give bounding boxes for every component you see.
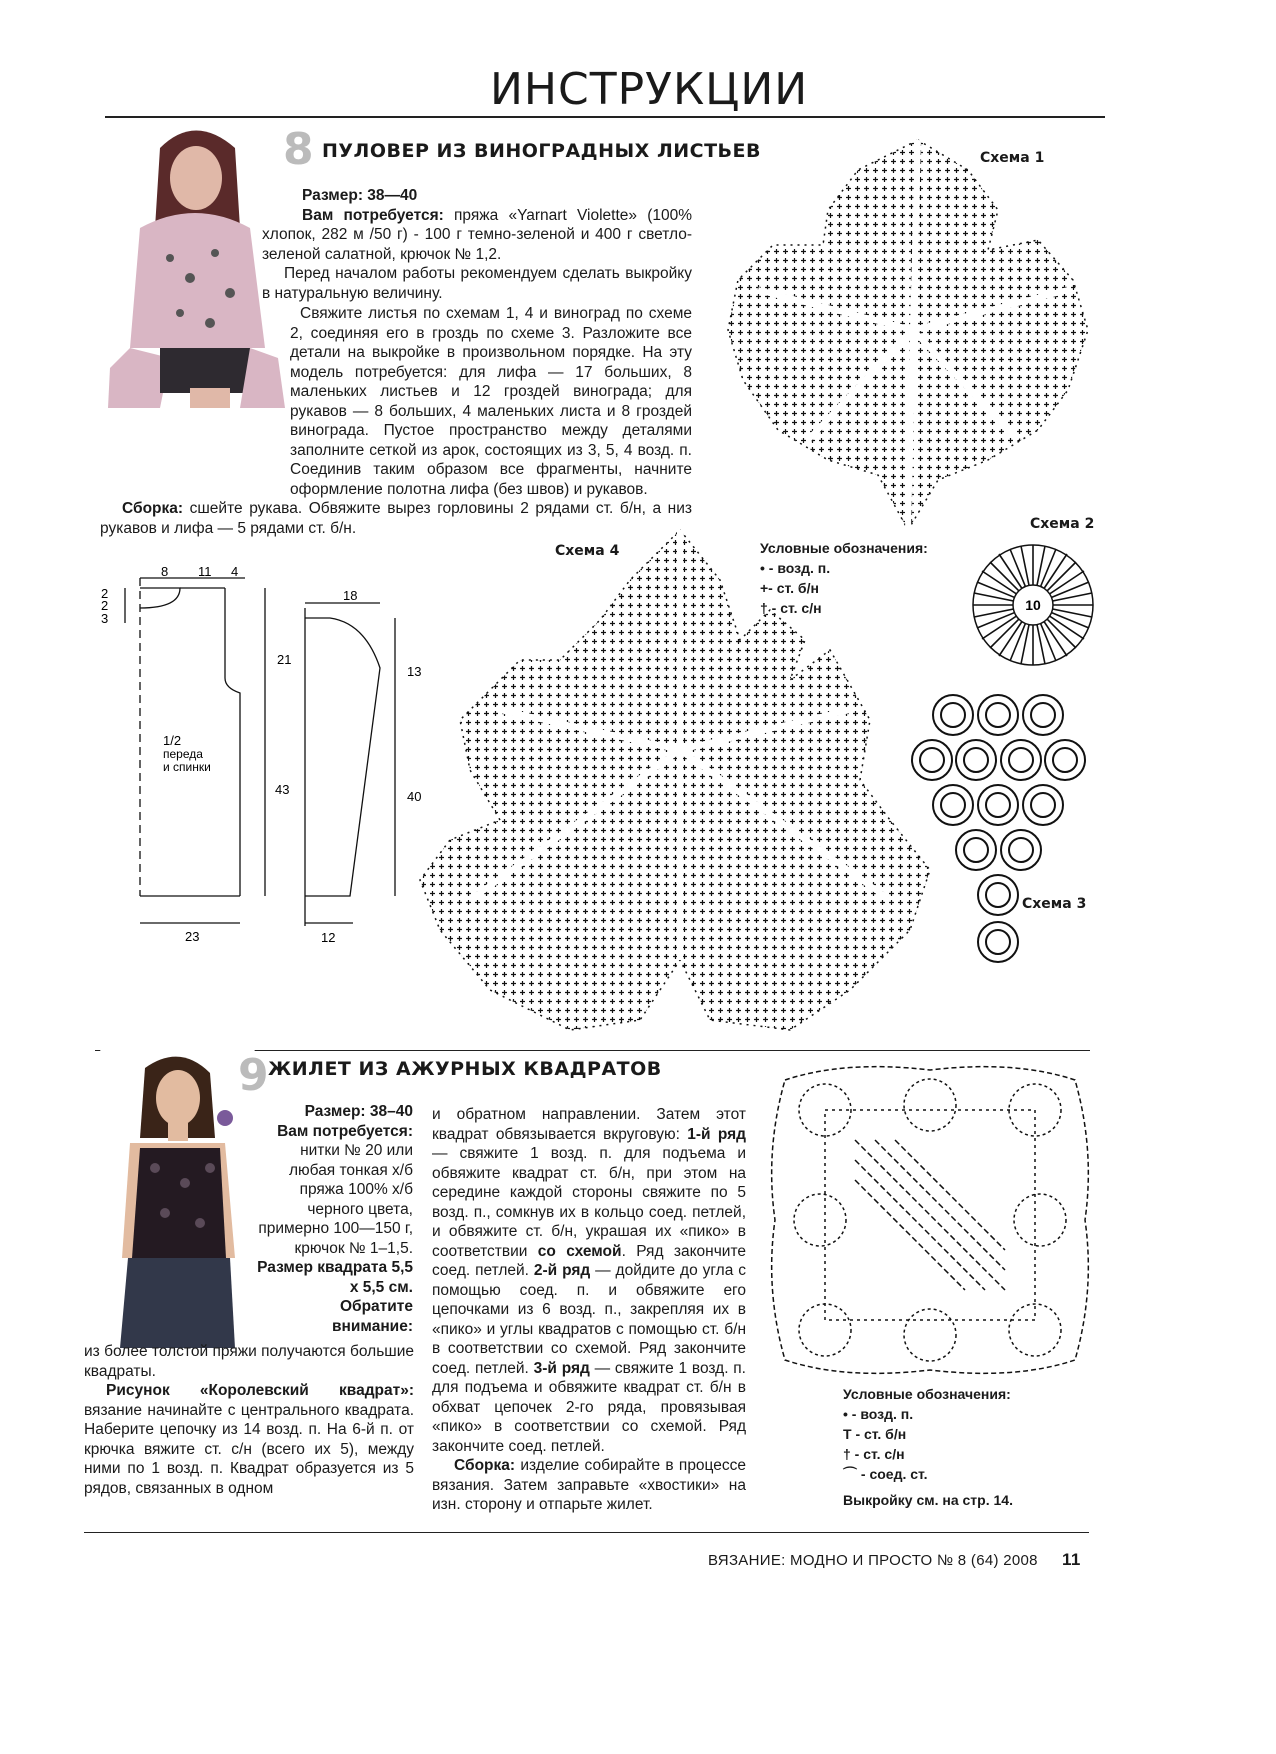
page-number: 11 bbox=[1062, 1550, 1081, 1569]
scheme4-label: Схема 4 bbox=[555, 543, 620, 559]
dim-12: 12 bbox=[321, 930, 336, 945]
with-scheme: со схемой bbox=[537, 1242, 622, 1260]
para1: Перед началом работы рекомендуем сделать выкройку в натуральную величину. bbox=[262, 265, 692, 302]
attention-label: Обратите внимание: bbox=[332, 1298, 413, 1335]
col2-c: . Ряд закончите соед. петлей. bbox=[432, 1242, 746, 1279]
assembly9-label: Сборка: bbox=[454, 1457, 516, 1474]
footer-magazine: ВЯЗАНИЕ: МОДНО И ПРОСТО № 8 (64) 2008 bbox=[708, 1552, 1038, 1569]
scheme2-count: 10 bbox=[1025, 597, 1041, 613]
dim-2a: 2 bbox=[101, 586, 109, 601]
need-text: пряжа «Yarnart Violette» (100% хлопок, 282 м /50 г) - 100 г темно-зеленой и 400 г светло-зеленой салатной, крючок № 1,2. bbox=[262, 206, 692, 263]
section8-number: 8 bbox=[283, 124, 314, 175]
section9-col1 bbox=[84, 1342, 414, 1498]
legend9-chain: • - возд. п. bbox=[843, 1406, 914, 1422]
dim-8: 8 bbox=[161, 564, 169, 579]
scheme1-label: Схема 1 bbox=[980, 150, 1045, 166]
section8-title: ПУЛОВЕР ИЗ ВИНОГРАДНЫХ ЛИСТЬЕВ bbox=[322, 140, 761, 162]
row2-label: 2-й ряд bbox=[533, 1262, 591, 1279]
assembly-text: сшейте рукава. Обвяжите вырез горловины 2 рядами ст. б/н, а низ рукавов и лифа — 5 рядами ст. б/н. bbox=[100, 500, 692, 537]
body-label-1: 1/2 bbox=[163, 733, 182, 748]
vest-model-photo bbox=[100, 1048, 255, 1348]
legend9-dc: † - ст. с/н bbox=[843, 1446, 905, 1462]
legend9-slst: ⌒ - соед. ст. bbox=[843, 1466, 928, 1482]
section8-body bbox=[100, 304, 692, 538]
square-label: Размер квадрата 5,5 х 5,5 см. bbox=[257, 1259, 413, 1296]
pic-label: Рисунок «Королевский квадрат»: bbox=[106, 1382, 414, 1399]
row3-label: 3-й ряд bbox=[533, 1359, 590, 1377]
dim-3: 3 bbox=[101, 611, 109, 626]
legend8-chain: • - возд. п. bbox=[760, 560, 831, 576]
col2-b: — свяжите 1 возд. п. для подъема и обвяжите квадрат ст. б/н, при этом на середине каждой стороны свяжите по 5 возд. п., сомкнув их в кольцо соед. петлей, и обвяжите ст. б/н, украшая их «пико» в соответствии bbox=[432, 1145, 746, 1260]
dim-21: 21 bbox=[277, 652, 292, 667]
legend9-sc: T - ст. б/н bbox=[843, 1426, 907, 1442]
pattern-ref: Выкройку см. на стр. 14. bbox=[843, 1492, 1013, 1508]
legend8-dc: † - ст. с/н bbox=[760, 600, 822, 616]
dim-23: 23 bbox=[185, 929, 200, 944]
section9-legend bbox=[843, 1384, 1013, 1510]
scheme2-label: Схема 2 bbox=[1030, 516, 1095, 532]
legend9-title: Условные обозначения: bbox=[843, 1386, 1011, 1402]
dim-18: 18 bbox=[343, 588, 358, 603]
col2-a: и обратном направлении. Затем этот квадрат обвязывается вкруговую: bbox=[432, 1106, 746, 1143]
pullover-pattern-diagram bbox=[95, 548, 425, 958]
size9-label: Размер: 38–40 bbox=[304, 1103, 413, 1120]
col2-e: — свяжите 1 возд. п. для подъема и обвяжите квадрат ст. б/н в обхват цепочек 2-го ряда, провязывая «пико» в соответствии со схемой. Ряд закончите соед. петлей. bbox=[432, 1359, 746, 1455]
need9-label: Вам потребуется: bbox=[277, 1122, 413, 1140]
section9-number: 9 bbox=[238, 1050, 269, 1101]
body-label-2: переда bbox=[163, 747, 203, 761]
row1-label: 1-й ряд bbox=[687, 1125, 746, 1143]
footer-rule bbox=[84, 1532, 1089, 1533]
scheme1-leaf-diagram bbox=[718, 130, 1118, 530]
scheme4-leaf-diagram bbox=[410, 520, 950, 1040]
attention-text: из более толстой пряжи получаются большие квадраты. bbox=[84, 1343, 414, 1380]
page-title: ИНСТРУКЦИИ bbox=[490, 64, 809, 115]
para2: Свяжите листья по схемам 1, 4 и виноград по схеме 2, соединяя его в гроздь по схеме 3. Разложите все детали на выкройке в произвольном порядке. На эту модель потребуется: для лифа — 17 больших, 8 маленьких листьев и 12 гроздей винограда; для рукавов — 8 больших, 4 маленьких листа и 8 гроздей винограда. Пустое пространство между деталями заполните сеткой из арок, состоящих из 3, 5, 4 возд. п. Соединив таким образом все фрагменты, начните оформление полотна лифа (без швов) и рукавов. bbox=[290, 305, 692, 498]
dim-13: 13 bbox=[407, 664, 422, 679]
assembly9-text: изделие собирайте в процессе вязания. Затем заправьте «хвостики» на изн. сторону и отпарьте жилет. bbox=[432, 1457, 747, 1513]
section9-col2 bbox=[432, 1105, 746, 1515]
dim-11: 11 bbox=[198, 564, 212, 579]
dim-40: 40 bbox=[407, 789, 422, 804]
need-label: Вам потребуется: bbox=[302, 206, 444, 224]
pic-text: вязание начинайте с центрального квадрата. Наберите цепочку из 14 возд. п. На 6-й п. от крючка вяжите ст. с/н (всего их 5), между ними по 1 возд. п. Квадрат образуется из 5 рядов, связанных в одном bbox=[84, 1401, 414, 1497]
legend8-sc: +- ст. б/н bbox=[760, 580, 819, 596]
dim-43: 43 bbox=[275, 782, 290, 797]
royal-square-diagram bbox=[765, 1060, 1095, 1380]
scheme2-grape-diagram bbox=[968, 540, 1098, 670]
need9-text: нитки № 20 или любая тонкая х/б пряжа 100% х/б черного цвета, примерно 100—150 г, крючок № 1–1,5. bbox=[258, 1142, 413, 1257]
dim-4: 4 bbox=[231, 564, 239, 579]
body-label-3: и спинки bbox=[163, 760, 211, 774]
col2-d: — дойдите до угла с помощью соед. п. и обвяжите его цепочками из 6 возд. п., закрепляя их в «пико» и углы квадратов с помощью ст. б/н в соответствии со схемой. Ряд закончите соед. петлей. bbox=[432, 1262, 746, 1377]
scheme3-label: Схема 3 bbox=[1022, 896, 1087, 912]
section9-side bbox=[255, 1102, 413, 1336]
section9-title: ЖИЛЕТ ИЗ АЖУРНЫХ КВАДРАТОВ bbox=[268, 1058, 662, 1080]
assembly-label: Сборка: bbox=[122, 500, 184, 517]
legend8-title: Условные обозначения: bbox=[760, 540, 928, 556]
size-label: Размер: 38—40 bbox=[302, 187, 418, 204]
dim-2b: 2 bbox=[101, 598, 109, 613]
section8-intro bbox=[262, 186, 692, 303]
